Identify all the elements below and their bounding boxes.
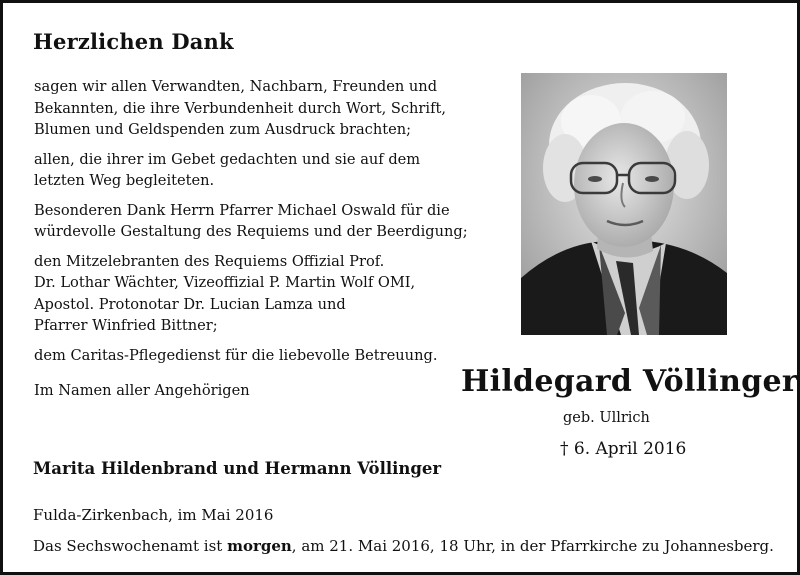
paragraph-thanks-prayer bbox=[34, 149, 474, 192]
place-date: Fulda-Zirkenbach, im Mai 2016 bbox=[33, 506, 274, 524]
line: Pfarrer Winfried Bittner; bbox=[34, 317, 218, 334]
heading: Herzlichen Dank bbox=[33, 29, 234, 54]
line: Besonderen Dank Herrn Pfarrer Michael Oswald für die bbox=[34, 201, 450, 219]
thanks-text bbox=[34, 76, 474, 410]
line: Blumen und Geldspenden zum Ausdruck brachten; bbox=[34, 121, 412, 138]
portrait-illustration bbox=[521, 73, 727, 335]
line: würdevolle Gestaltung des Requiems und der Beerdigung; bbox=[34, 223, 468, 240]
notice-after: , am 21. Mai 2016, 18 Uhr, in der Pfarrkirche zu Johannesberg. bbox=[291, 537, 774, 555]
portrait-photo bbox=[521, 73, 727, 335]
line: letzten Weg begleiteten. bbox=[34, 172, 215, 189]
line: Dr. Lothar Wächter, Vizeoffizial P. Martin Wolf OMI, bbox=[34, 274, 416, 291]
death-date: † 6. April 2016 bbox=[560, 439, 687, 459]
service-notice bbox=[33, 537, 774, 555]
line: Bekannten, die ihre Verbundenheit durch Wort, Schrift, bbox=[34, 99, 446, 117]
deceased-name: Hildegard Völlinger bbox=[461, 364, 798, 399]
line: Apostol. Protonotar Dr. Lucian Lamza und bbox=[34, 295, 346, 313]
signature: Marita Hildenbrand und Hermann Völlinger bbox=[33, 459, 442, 478]
line: allen, die ihrer im Gebet gedachten und sie auf dem bbox=[34, 150, 421, 168]
notice-emphasis: morgen bbox=[227, 537, 292, 555]
paragraph-thanks-caritas: dem Caritas-Pflegedienst für die liebevolle Betreuung. bbox=[34, 346, 438, 364]
maiden-name: geb. Ullrich bbox=[563, 410, 650, 426]
paragraph-thanks-pastor bbox=[34, 200, 474, 243]
paragraph-on-behalf: Im Namen aller Angehörigen bbox=[34, 382, 250, 399]
paragraph-thanks-relatives bbox=[34, 76, 474, 141]
line: sagen wir allen Verwandten, Nachbarn, Freunden und bbox=[34, 78, 438, 95]
notice-before: Das Sechswochenamt ist bbox=[33, 537, 228, 555]
line: den Mitzelebranten des Requiems Offizial Prof. bbox=[34, 252, 385, 270]
paragraph-thanks-concelebrants bbox=[34, 251, 474, 337]
